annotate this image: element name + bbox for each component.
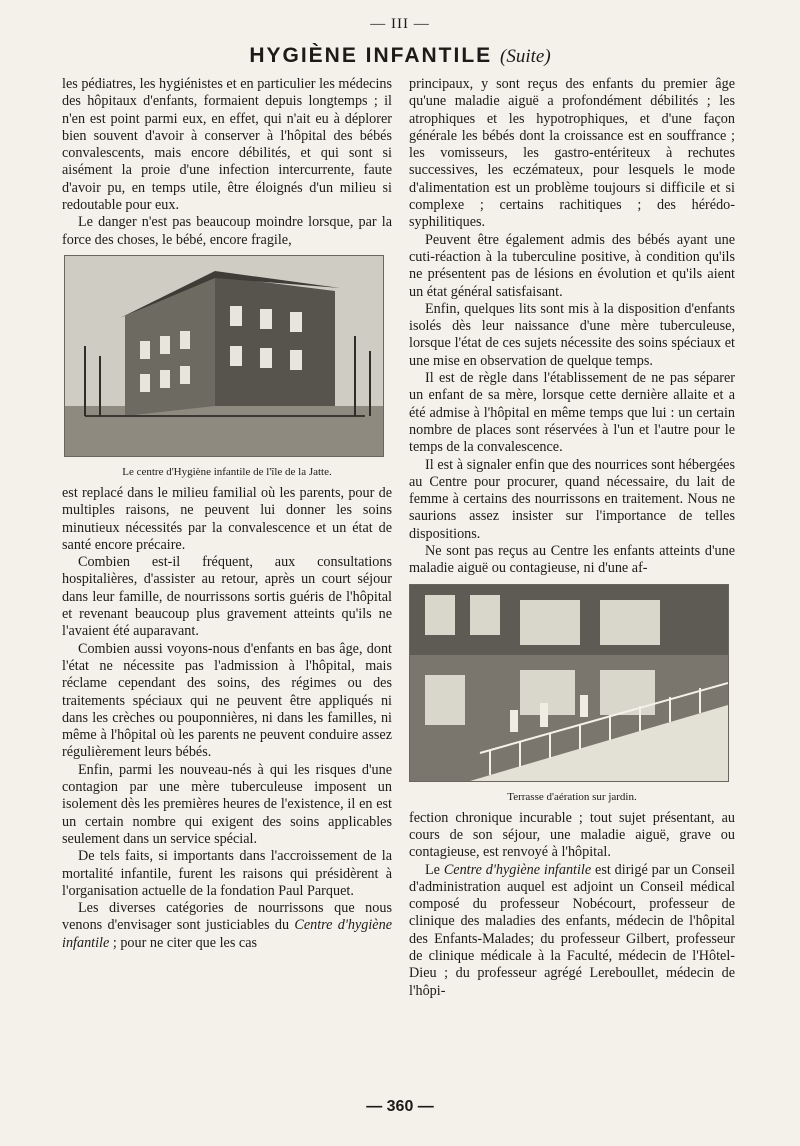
page-title: [0, 44, 800, 68]
right-paragraph-8: [409, 862, 735, 1000]
title-suffix: (Suite): [500, 46, 551, 67]
right-paragraph-2: Peuvent être également admis des bébés ayant une cuti-réaction à la tuberculine positive, à condition qu'ils ne présentent pas de lésions en évolution et qu'ils aient un état général satisfaisant.: [409, 231, 735, 300]
right-p8-end: est dirigé par un Conseil d'administration auquel est adjoint un Conseil médical composé du professeur Nobécourt, professeur de clinique des maladies des enfants, médecin de l'hôpital des Enfants-Malades; du professeur Gilbert, professeur de clinique médicale à la Faculté, médecin de l'Hôtel-Dieu ; du professeur agrégé Lereboullet, médecin de l'hôpi-: [409, 861, 735, 999]
right-paragraph-3: Enfin, quelques lits sont mis à la disposition d'enfants isolés dès leur naissance d'une mère tuberculeuse, lorsque l'état de ces sujets nécessite des soins spéciaux et une mise en observation de quelque temps.: [409, 300, 735, 369]
left-paragraph-6: Enfin, parmi les nouveau-nés à qui les risques d'une contagion par une mère tuberculeuse imposent un isolement dès les premières heures de l'existence, il en est un certain nombre qui exigent des soins applicables seulement dans un service spécial.: [62, 761, 392, 847]
left-paragraph-3: est replacé dans le milieu familial où les parents, pour de multiples raisons, ne peuvent lui donner les soins minutieux nécessités par la convalescence et un état de santé encore précaire.: [62, 484, 392, 553]
left-p8-end: ; pour ne citer que les cas: [109, 934, 258, 951]
left-p8-italic: Centre d'hygiène infantile: [62, 917, 392, 951]
left-paragraph-4: Combien est-il fréquent, aux consultations hospitalières, d'assister au retour, après un court séjour dans leur famille, de nourrissons sortis guéris de l'hôpital et revenant beaucoup plus gravement atteints qu'ils ne l'avaient été auparavant.: [62, 554, 392, 640]
left-paragraph-2: Le danger n'est pas beaucoup moindre lorsque, par la force des choses, le bébé, encore fragile,: [62, 214, 392, 248]
title-text: HYGIÈNE INFANTILE: [249, 44, 493, 67]
right-p8-start: Le: [425, 861, 444, 878]
right-paragraph-4: Il est de règle dans l'établissement de ne pas séparer un enfant de sa mère, lorsque cette dernière allaite et a été admise à l'hôpital en même temps que lui : un certain nombre de places sont réservées à l'un et l'autre pour le temps de la convalescence.: [409, 370, 735, 456]
right-p8-italic: Centre d'hygiène infantile: [443, 861, 592, 878]
figure-terrace: [409, 584, 735, 804]
left-paragraph-7: De tels faits, si importants dans l'accroissement de la mortalité infantile, furent les raisons qui présidèrent à l'organisation actuelle de la fondation Paul Parquet.: [62, 848, 392, 899]
left-p8-start: Les diverses catégories de nourrissons que nous venons d'envisager sont justiciables du: [62, 900, 392, 934]
right-paragraph-1: principaux, y sont reçus des enfants du premier âge qu'une maladie aiguë a profondément débilités ; les atrophiques et les hypotrophiques, et d'une façon générale les bébés dont la croissance est en souffrance ; les vomisseurs, les gastro-entériteux à rechutes successives, les eczémateux, pour lesquels le mode d'alimentation est un problème toujours si difficile et si complexe ; certains rachitiques ; des hérédo-syphilitiques.: [409, 76, 735, 231]
figure-caption-building: Le centre d'Hygiène infantile de l'île de la Jatte.: [122, 465, 332, 478]
left-paragraph-5: Combien aussi voyons-nous d'enfants en bas âge, dont l'état ne nécessite pas l'admission à l'hôpital, mais réclame cependant des soins, des régimes ou des traitements spéciaux qui ne peuvent être appliqués ni dans les crèches ou pouponnières, ni dans les familles, ni même à l'hôpital où les parents ne peuvent conduire assez régulièrement leurs bébés.: [62, 640, 392, 761]
figure-caption-terrace: Terrasse d'aération sur jardin.: [507, 790, 637, 803]
building-illustration: [65, 256, 383, 456]
figure-building: [62, 255, 392, 479]
right-paragraph-5: Il est à signaler enfin que des nourrices sont hébergées au Centre pour procurer, quand nécessaire, du lait de femme à certains des nourrissons en traitement. Nous ne saurions assez insister sur l'importance de telles dispositions.: [409, 456, 735, 542]
photo-building: [64, 255, 384, 457]
right-column: [409, 76, 735, 1000]
left-column: [62, 76, 392, 952]
folio: — III —: [370, 16, 430, 32]
photo-terrace: [409, 584, 729, 782]
right-paragraph-6: Ne sont pas reçus au Centre les enfants atteints d'une maladie aiguë ou contagieuse, ni d'une af-: [409, 543, 735, 577]
page-number: — 360 —: [366, 1098, 434, 1115]
left-paragraph-8: [62, 900, 392, 952]
terrace-illustration: [410, 585, 728, 781]
right-paragraph-7: fection chronique incurable ; tout sujet présentant, au cours de son séjour, une maladie aiguë, grave ou contagieuse, est renvoyé à l'hôpital.: [409, 809, 735, 861]
left-paragraph-1: les pédiatres, les hygiénistes et en particulier les médecins des hôpitaux d'enfants, formaient depuis longtemps ; il n'en est point parmi eux, en effet, qui n'ait eu à déplorer bien souvent d'avoir à conserver à l'hôpital des bébés convalescents, mais encore débilités, et qui sont si aisément la proie d'une infection intercurrente, faute d'avoir pu, en temps utile, être éloignés d'un milieu si redoutable pour eux.: [62, 76, 392, 214]
